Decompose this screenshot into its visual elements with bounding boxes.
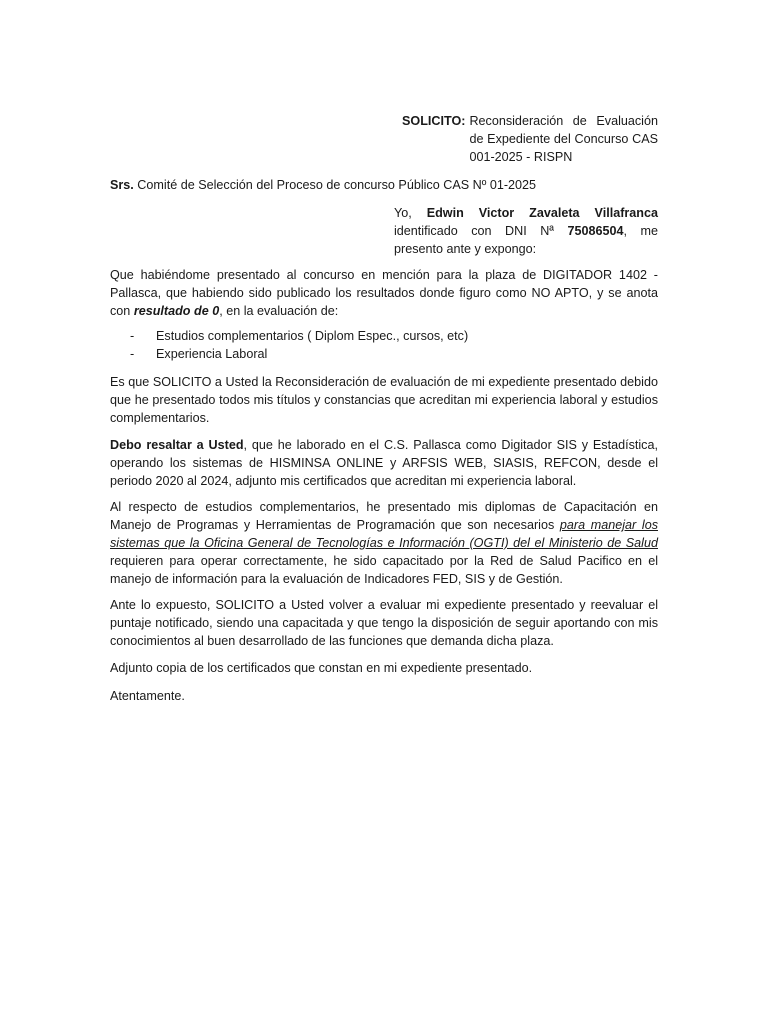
paragraph-studies — [110, 498, 658, 588]
paragraph-conclusion: Ante lo expuesto, SOLICITO a Usted volver a evaluar mi expediente presentado y reevaluar el puntaje notificado, siendo una capacitada y que tengo la disposición de seguir aportando con mis conocimientos al buen desarrollado de las funciones que demanda dicha plaza. — [110, 598, 658, 648]
intro-mid: identificado con DNI Nª — [394, 224, 568, 238]
para4-text-b: requieren para operar correctamente, he sido capacitado por la Red de Salud Pacifico en el manejo de información para la evaluación de Indicadores FED, SIS y de Gestión. — [110, 554, 658, 586]
paragraph-request: Es que SOLICITO a Usted la Reconsideración de evaluación de mi expediente presentado debido que he presentado todos mis títulos y constancias que acreditan mi experiencia laboral y estudios complementarios. — [110, 375, 658, 425]
applicant-name: Edwin Victor Zavaleta Villafranca — [426, 206, 658, 220]
para4-text-a: Al respecto de estudios complementarios, he presentado mis diplomas de Capacitación en Manejo de Programas y Herramientas de Programación que son necesarios — [110, 500, 658, 532]
dni-number: 75086504 — [567, 224, 624, 238]
para4-emphasis: para manejar los sistemas que la Oficina General de Tecnologías e Información (OGTI) del el Ministerio de Salud — [110, 518, 658, 550]
paragraph-context — [110, 266, 658, 320]
para3-lead: Debo resaltar a Usted — [110, 438, 244, 452]
subject-label: SOLICITO: — [402, 114, 466, 128]
para1-emphasis: resultado de 0 — [133, 304, 220, 318]
para1-text-a: Que habiéndome presentado al concurso en mención para la plaza de DIGITADOR 1402 - Pallasca, que habiendo sido publicado los resultados donde figuro como NO APTO, y se anota con — [110, 268, 658, 318]
addressee-line — [110, 176, 670, 194]
list-bullet: - — [130, 347, 135, 361]
subject-text: Reconsideración de Evaluación de Expediente del Concurso CAS 001-2025 - RISPN — [469, 114, 658, 164]
list-item-text: Experiencia Laboral — [156, 347, 268, 361]
list-item-text: Estudios complementarios ( Diplom Espec., cursos, etc) — [156, 329, 469, 343]
evaluation-list — [130, 327, 650, 363]
paragraph-attachment: Adjunto copia de los certificados que constan en mi expediente presentado. — [110, 661, 533, 675]
list-item — [130, 327, 650, 345]
closing-salutation: Atentamente. — [110, 689, 185, 703]
subject-block — [402, 112, 658, 166]
list-item — [130, 345, 650, 363]
addressee-text: Comité de Selección del Proceso de concurso Público CAS Nº 01-2025 — [133, 178, 537, 192]
list-bullet: - — [130, 329, 135, 343]
intro-block — [394, 204, 658, 258]
para1-text-b: , en la evaluación de: — [219, 304, 339, 318]
para3-text: , que he laborado en el C.S. Pallasca como Digitador SIS y Estadística, operando los sistemas de HISMINSA ONLINE y ARFSIS WEB, SIASIS, REFCON, desde el periodo 2020 al 2024, adjunto mis certificados que acreditan mi experiencia laboral. — [110, 438, 658, 488]
intro-suffix: , me presento ante y expongo: — [394, 224, 658, 256]
intro-prefix: Yo, — [394, 206, 427, 220]
paragraph-experience — [110, 436, 658, 490]
addressee-label: Srs. — [110, 178, 134, 192]
